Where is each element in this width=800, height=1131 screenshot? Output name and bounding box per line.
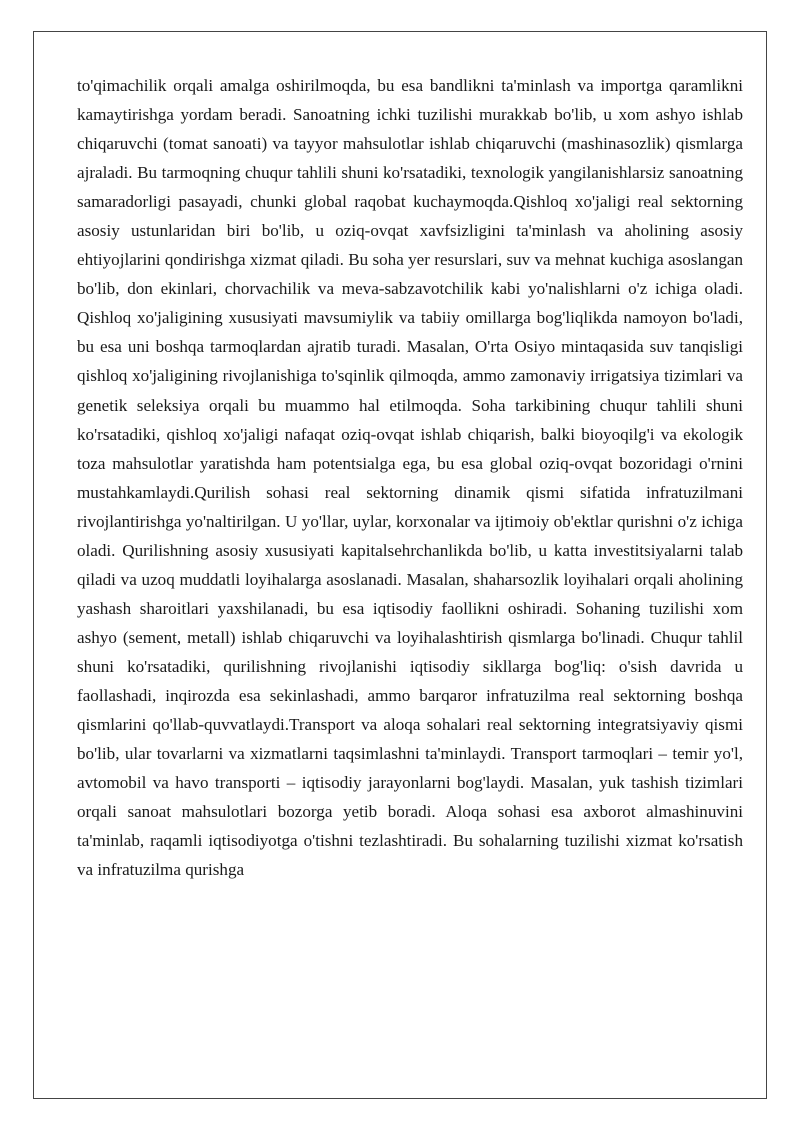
body-paragraph: to'qimachilik orqali amalga oshirilmoqda, bu esa bandlikni ta'minlash va importga qaramlikni kamaytirishga yordam beradi. Sanoatning ichki tuzilishi murakkab bo'lib, u xom ashyo ishlab chiqaruvchi (tomat sanoati) va tayyor mahsulotlar ishlab chiqaruvchi (mashinasozlik) qismlarga ajraladi. Bu tarmoqning chuqur tahlili shuni ko'rsatadiki, texnologik yangilanishlarsiz sanoatning samaradorligi pasayadi, chunki global raqobat kuchaymoqda.Qishloq xo'jaligi real sektorning asosiy ustunlaridan biri bo'lib, u oziq-ovqat xavfsizligini ta'minlash va aholining asosiy ehtiyojlarini qondirishga xizmat qiladi. Bu soha yer resurslari, suv va mehnat kuchiga asoslangan bo'lib, don ekinlari, chorvachilik va meva-sabzavotchilik kabi yo'nalishlarni o'z ichiga oladi. Qishloq xo'jaligining xususiyati mavsumiylik va tabiiy omillarga bog'liqlikda namoyon bo'ladi, bu esa uni boshqa tarmoqlardan ajratib turadi. Masalan, O'rta Osiyo mintaqasida suv tanqisligi qishloq xo'jaligining rivojlanishiga to'sqinlik qilmoqda, ammo zamonaviy irrigatsiya tizimlari va genetik seleksiya orqali bu muammo hal etilmoqda. Soha tarkibining chuqur tahlili shuni ko'rsatadiki, qishloq xo'jaligi nafaqat oziq-ovqat ishlab chiqarish, balki bioyoqilg'i va ekologik toza mahsulotlar yaratishda ham potentsialga ega, bu esa global oziq-ovqat bozoridagi o'rnini mustahkamlaydi.Qurilish sohasi real sektorning dinamik qismi sifatida infratuzilmani rivojlantirishga yo'naltirilgan. U yo'llar, uylar, korxonalar va ijtimoiy ob'ektlar qurishni o'z ichiga oladi. Qurilishning asosiy xususiyati kapitalsehrchanlikda bo'lib, u katta investitsiyalarni talab qiladi va uzoq muddatli loyihalarga asoslanadi. Masalan, shaharsozlik loyihalari orqali aholining yashash sharoitlari yaxshilanadi, bu esa iqtisodiy faollikni oshiradi. Sohaning tuzilishi xom ashyo (sement, metall) ishlab chiqaruvchi va loyihalashtirish qismlarga bo'linadi. Chuqur tahlil shuni ko'rsatadiki, qurilishning rivojlanishi iqtisodiy sikllarga bog'liq: o'sish davrida u faollashadi, inqirozda esa sekinlashadi, ammo barqaror infratuzilma real sektorning boshqa qismlarini qo'llab-quvvatlaydi.Transport va aloqa sohalari real sektorning integratsiyaviy qismi bo'lib, ular tovarlarni va xizmatlarni taqsimlashni ta'minlaydi. Transport tarmoqlari – temir yo'l, avtomobil va havo transporti – iqtisodiy jarayonlarni bog'laydi. Masalan, yuk tashish tizimlari orqali sanoat mahsulotlari bozorga yetib boradi. Aloqa sohasi esa axborot almashinuvini ta'minlab, raqamli iqtisodiyotga o'tishni tezlashtiradi. Bu sohalarning tuzilishi xizmat ko'rsatish va infratuzilma qurishga	[77, 76, 743, 880]
page-frame	[33, 31, 767, 1099]
